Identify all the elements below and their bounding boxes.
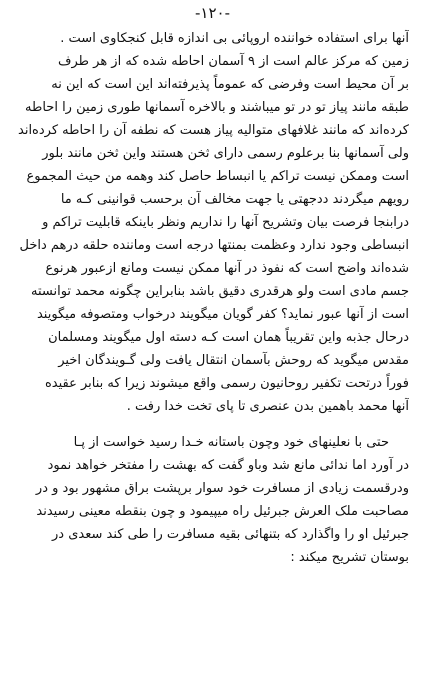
page-number: -۱۲۰- (195, 4, 230, 22)
text-line: جسم مادی است ولو هرقدری دقیق باشد بنابراین چگونه محمد توانسته (31, 284, 409, 299)
text-line: جبرئیل او را واگذارد که بتنهائی بقیه مسافرت را طی کند سعدی در (52, 527, 409, 542)
text-line: است از آنها عبور نماید؟ کفر گویان میگویند درخواب ومتصوفه میگویند (36, 307, 409, 322)
text-line: طبقه مانند پیاز تو در تو میباشند و بالاخره آسمانها طوری زمین را احاطه (25, 100, 409, 115)
text-line: درابنجا فرصت بیان وتشریح آنها را نداریم ونظر باینکه قابلیت تراکم و (42, 215, 409, 230)
text-line: کرده‌اند که مانند غلافهای متوالیه پیاز هست که نطفه آن را احاطه کرده‌اند (18, 123, 409, 138)
paragraph-ascension (16, 431, 409, 569)
body-text (16, 27, 409, 569)
text-line: ولی آسمانها بنا برعلوم رسمی دارای ثخن هستند واین ثخن مانند بلور (42, 146, 409, 161)
text-line: زمین که مرکز عالم است از ۹ آسمان احاطه شده که از هر طرف (58, 54, 409, 69)
text-line: شده‌اند واضح است که نفوذ در آنها ممکن نیست ومانع ازعبور هرنوع (45, 261, 409, 276)
text-line: آنها برای استفاده خواننده اروپائی بی اندازه قابل کنجکاوی است . (60, 31, 409, 46)
text-line: حتی با نعلینهای خود وچون باستانه خـدا رسید خواست از پـا (73, 435, 389, 450)
text-line: در آورد اما ندائی مانع شد وباو گفت که بهشت را مفتخر خواهد نمود (47, 458, 409, 473)
paragraph-gap (16, 418, 409, 431)
text-line: بر آن محیط است وفرضی که عموماً پذیرفته‌اند این است که این نه (51, 77, 409, 92)
text-line: است وممکن نیست تراکم یا انبساط حاصل کند وهمه من حیث المجموع (26, 169, 409, 184)
text-line: فوراً درتحت تکفیر روحانیون رسمی واقع میشوند زیرا که بنابر عقیده (44, 376, 409, 391)
paragraph-intro-line (16, 27, 409, 50)
text-line: آنها محمد باهمین بدن عنصری تا پای تخت خدا رفت . (126, 399, 409, 414)
text-line: بوستان تشریح میکند : (290, 550, 409, 565)
text-line: انبساطی وجود ندارد وعظمت بمنتها درجه است وماننده حلقه درهم داخل (19, 238, 409, 253)
text-line: رویهم میگردند ددجهتی یا جهت مخالف آن برحسب قوانینی کـه ما (60, 192, 409, 207)
text-line: مقدس میگوید که روحش بآسمان انتقال یافت ولی گـویندگان اخیر (58, 353, 409, 368)
text-line: درحال جذبه واین تقریباً همان است کـه دسته اول میگویند ومسلمان (48, 330, 409, 345)
paragraph-heavens (16, 50, 409, 418)
text-line: ودرقسمت زیادی از مسافرت خود سوار برپشت براق مشهور بود و در (35, 481, 409, 496)
text-line: مصاحبت ملک العرش جبرئیل راه میپیمود و چون بنقطه معینی رسیدند (36, 504, 409, 519)
